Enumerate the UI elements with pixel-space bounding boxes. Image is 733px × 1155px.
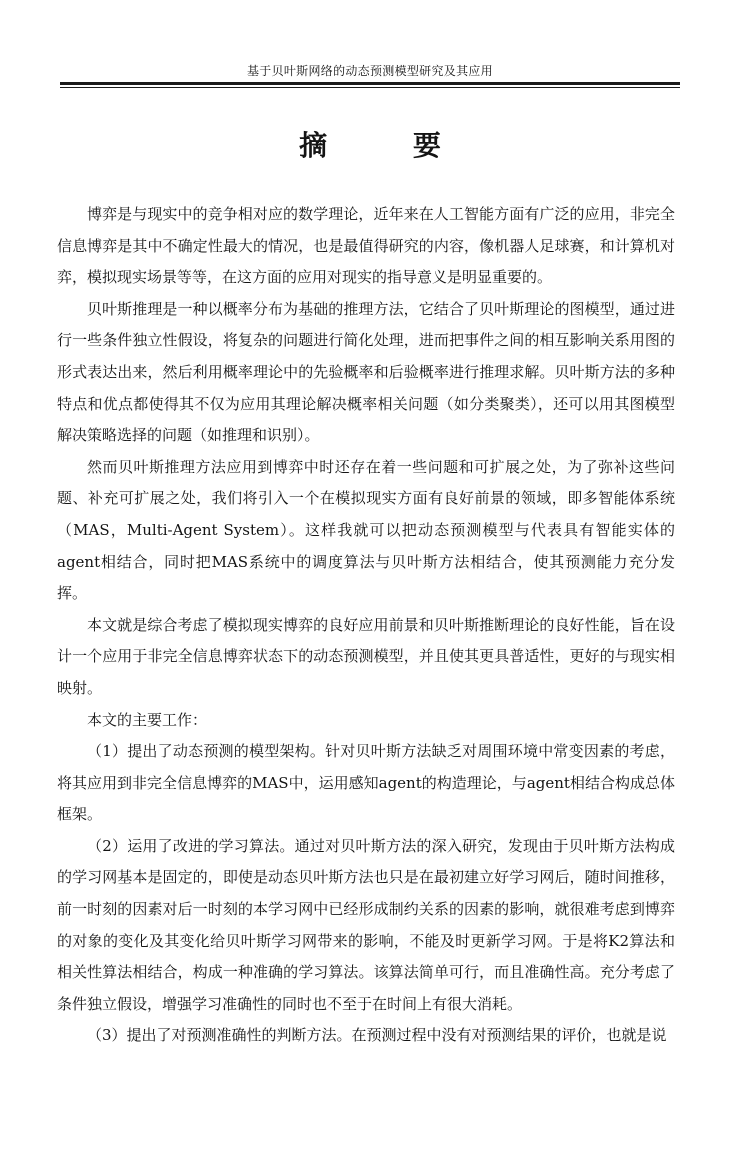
work-item-1: （1）提出了动态预测的模型架构。针对贝叶斯方法缺乏对周围环境中常变因素的考虑，将其应用到非完全信息博弈的MAS中，运用感知agent的构造理论，与agent相结合构成总体框架。 (57, 742, 675, 824)
abstract-paragraph-4: 本文就是综合考虑了模拟现实博弈的良好应用前景和贝叶斯推断理论的良好性能，旨在设计一个应用于非完全信息博弈状态下的动态预测模型，并且使其更具普适性，更好的与现实相映射。 (57, 615, 675, 697)
work-item-2: （2）运用了改进的学习算法。通过对贝叶斯方法的深入研究，发现由于贝叶斯方法构成的学习网基本是固定的，即使是动态贝叶斯方法也只是在最初建立好学习网后，随时间推移，前一时刻的因素对后一时刻的本学习网中已经形成制约关系的因素的影响，就很难考虑到博弈的对象的变化及其变化给贝叶斯学习网带来的影响，不能及时更新学习网。于是将K2算法和相关性算法相结合，构成一种准确的学习算法。该算法简单可行，而且准确性高。充分考虑了条件独立假设，增强学习准确性的同时也不至于在时间上有很大消耗。 (57, 836, 675, 1013)
main-work-heading: 本文的主要工作： (87, 710, 208, 729)
running-header-title: 基于贝叶斯网络的动态预测模型研究及其应用 (246, 64, 493, 78)
work-item-3: （3）提出了对预测准确性的判断方法。在预测过程中没有对预测结果的评价，也就是说 (87, 1026, 667, 1045)
abstract-title: 摘 要 (299, 129, 479, 162)
abstract-paragraph-3: 然而贝叶斯推理方法应用到博弈中时还存在着一些问题和可扩展之处，为了弥补这些问题、补充可扩展之处，我们将引入一个在模拟现实方面有良好前景的领域，即多智能体系统（MAS，Multi-Agent System）。这样我就可以把动态预测模型与代表具有智能实体的agent相结合，同时把MAS系统中的调度算法与贝叶斯方法相结合，使其预测能力充分发挥。 (57, 457, 675, 603)
abstract-body (57, 199, 675, 1052)
header-rule-thick (60, 82, 680, 85)
header-rule-thin (60, 87, 680, 88)
abstract-paragraph-1: 博弈是与现实中的竞争相对应的数学理论，近年来在人工智能方面有广泛的应用，非完全信息博弈是其中不确定性最大的情况，也是最值得研究的内容，像机器人足球赛，和计算机对弈，模拟现实场景等等，在这方面的应用对现实的指导意义是明显重要的。 (57, 205, 675, 287)
abstract-paragraph-2: 贝叶斯推理是一种以概率分布为基础的推理方法，它结合了贝叶斯理论的图模型，通过进行一些条件独立性假设，将复杂的问题进行简化处理，进而把事件之间的相互影响关系用图的形式表达出来，然后利用概率理论中的先验概率和后验概率进行推理求解。贝叶斯方法的多种特点和优点都使得其不仅为应用其理论解决概率相关问题（如分类聚类），还可以用其图模型解决策略选择的问题（如推理和识别）。 (57, 299, 675, 445)
